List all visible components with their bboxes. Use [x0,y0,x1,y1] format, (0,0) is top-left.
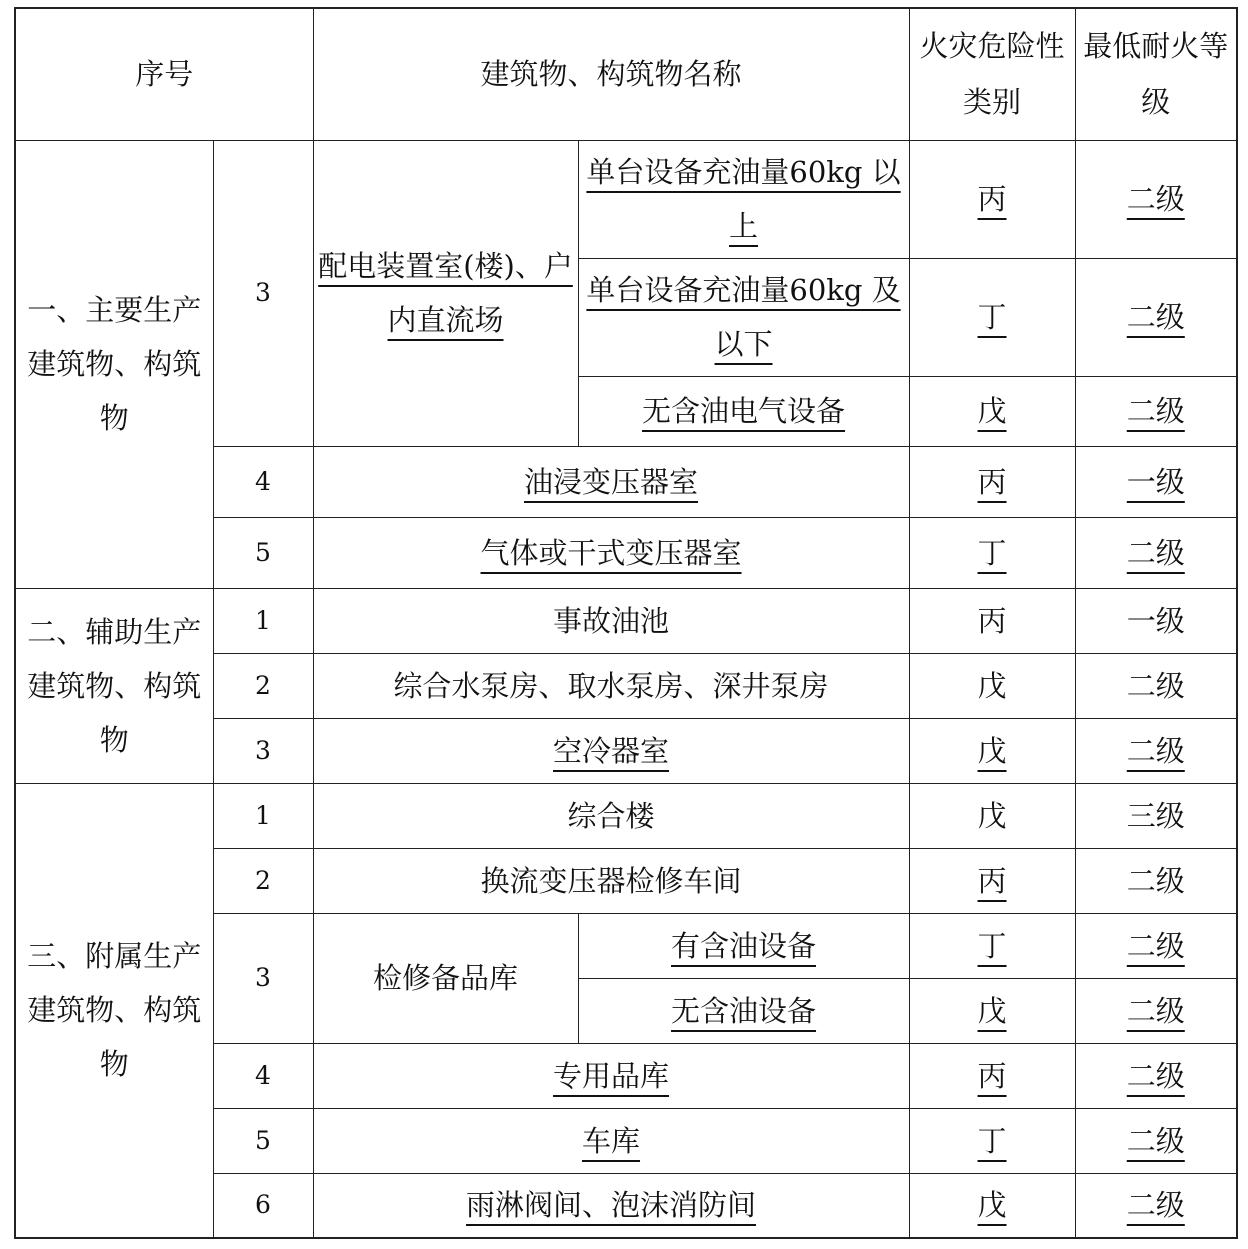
building-name [313,783,909,848]
fire-category-text: 丁 [977,928,1007,963]
fire-rating-text: 二级 [1126,1188,1185,1223]
row-number: 5 [213,1108,313,1173]
group-label: 二、辅助生产建筑物、构筑物 [15,588,213,783]
fire-category-text: 丙 [977,464,1007,499]
fire-category [909,848,1075,913]
fire-rating-text: 二级 [1126,1123,1185,1158]
sub-condition-text: 无含油设备 [671,993,817,1028]
table-row [15,140,1237,258]
header-row [15,8,1237,140]
fire-rating-text: 二级 [1126,993,1185,1028]
building-name [313,1108,909,1173]
fire-rating [1075,718,1237,783]
building-name [313,913,578,1043]
sub-condition [578,376,909,446]
building-name-text: 车库 [582,1123,641,1158]
fire-category-text: 丙 [977,603,1007,638]
row-number: 6 [213,1173,313,1238]
building-name-text: 换流变压器检修车间 [480,863,742,898]
header-name: 建筑物、构筑物名称 [313,8,909,140]
fire-rating [1075,517,1237,588]
fire-category-text: 丙 [977,1058,1007,1093]
building-name-text: 综合水泵房、取水泵房、深井泵房 [393,668,829,703]
fire-rating-text: 二级 [1126,668,1185,703]
building-name [313,588,909,653]
fire-category [909,978,1075,1043]
fire-category [909,258,1075,376]
building-name [313,718,909,783]
sub-condition [578,258,909,376]
fire-category-text: 戊 [977,733,1007,768]
fire-rating [1075,783,1237,848]
row-number: 2 [213,848,313,913]
row-number: 3 [213,718,313,783]
fire-rating [1075,588,1237,653]
fire-category [909,517,1075,588]
header-fire-rating: 最低耐火等级 [1075,8,1237,140]
row-number: 3 [213,913,313,1043]
row-number: 4 [213,446,313,517]
fire-category [909,1108,1075,1173]
sub-condition [578,140,909,258]
fire-category-text: 丁 [977,535,1007,570]
fire-category-text: 戊 [977,1188,1007,1223]
building-name-text: 事故油池 [553,603,670,638]
table-row [15,588,1237,653]
building-name-text: 配电装置室(楼)、户内直流场 [318,249,573,337]
fire-rating-text: 二级 [1126,928,1185,963]
header-seq: 序号 [15,8,313,140]
fire-rating [1075,1173,1237,1238]
building-name-text: 综合楼 [567,798,655,833]
sub-condition-text: 有含油设备 [671,928,817,963]
fire-category-text: 丁 [977,300,1007,334]
fire-category [909,783,1075,848]
building-name [313,653,909,718]
group-label: 三、附属生产建筑物、构筑物 [15,783,213,1238]
group-label: 一、主要生产建筑物、构筑物 [15,140,213,588]
fire-category [909,1173,1075,1238]
building-name-text: 专用品库 [553,1058,670,1093]
row-number: 2 [213,653,313,718]
sub-condition-text: 单台设备充油量60kg 以上 [586,155,901,243]
fire-category-text: 丁 [977,1123,1007,1158]
sub-condition [578,978,909,1043]
fire-category [909,913,1075,978]
fire-rating-text: 二级 [1126,733,1185,768]
fire-rating-text: 一级 [1126,603,1185,638]
building-name [313,1173,909,1238]
fire-rating-text: 三级 [1126,798,1185,833]
fire-rating-text: 二级 [1126,300,1185,334]
fire-rating [1075,653,1237,718]
fire-rating [1075,376,1237,446]
building-name [313,140,578,446]
fire-rating-text: 二级 [1126,394,1185,428]
fire-category-text: 戊 [977,394,1007,428]
building-name [313,848,909,913]
fire-rating [1075,848,1237,913]
fire-category-text: 戊 [977,798,1007,833]
header-fire-category: 火灾危险性类别 [909,8,1075,140]
table-row [15,783,1237,848]
fire-rating [1075,446,1237,517]
fire-category [909,140,1075,258]
building-name-text: 气体或干式变压器室 [480,535,742,570]
fire-category [909,653,1075,718]
fire-rating-text: 二级 [1126,863,1185,898]
row-number: 1 [213,588,313,653]
row-number: 5 [213,517,313,588]
row-number: 3 [213,140,313,446]
sub-condition-text: 无含油电气设备 [642,394,846,428]
building-name [313,517,909,588]
fire-rating [1075,1108,1237,1173]
building-name [313,446,909,517]
row-number: 4 [213,1043,313,1108]
fire-rating-text: 二级 [1126,182,1185,216]
fire-category [909,1043,1075,1108]
fire-category [909,718,1075,783]
fire-category [909,446,1075,517]
fire-rating-text: 二级 [1126,1058,1185,1093]
fire-category-text: 戊 [977,668,1007,703]
building-name [313,1043,909,1108]
fire-rating-table [14,7,1238,1239]
sub-condition [578,913,909,978]
building-name-text: 空冷器室 [553,733,670,768]
fire-rating-text: 二级 [1126,535,1185,570]
fire-rating [1075,978,1237,1043]
sub-condition-text: 单台设备充油量60kg 及以下 [586,273,901,361]
fire-category-text: 戊 [977,993,1007,1028]
building-name-text: 雨淋阀间、泡沫消防间 [466,1188,757,1223]
fire-rating [1075,913,1237,978]
building-name-text: 检修备品库 [373,961,519,995]
building-name-text: 油浸变压器室 [524,464,699,499]
fire-category [909,376,1075,446]
fire-rating [1075,140,1237,258]
fire-rating-text: 一级 [1126,464,1185,499]
fire-rating [1075,1043,1237,1108]
row-number: 1 [213,783,313,848]
fire-category-text: 丙 [977,863,1007,898]
fire-category-text: 丙 [977,182,1007,216]
fire-category [909,588,1075,653]
fire-rating [1075,258,1237,376]
